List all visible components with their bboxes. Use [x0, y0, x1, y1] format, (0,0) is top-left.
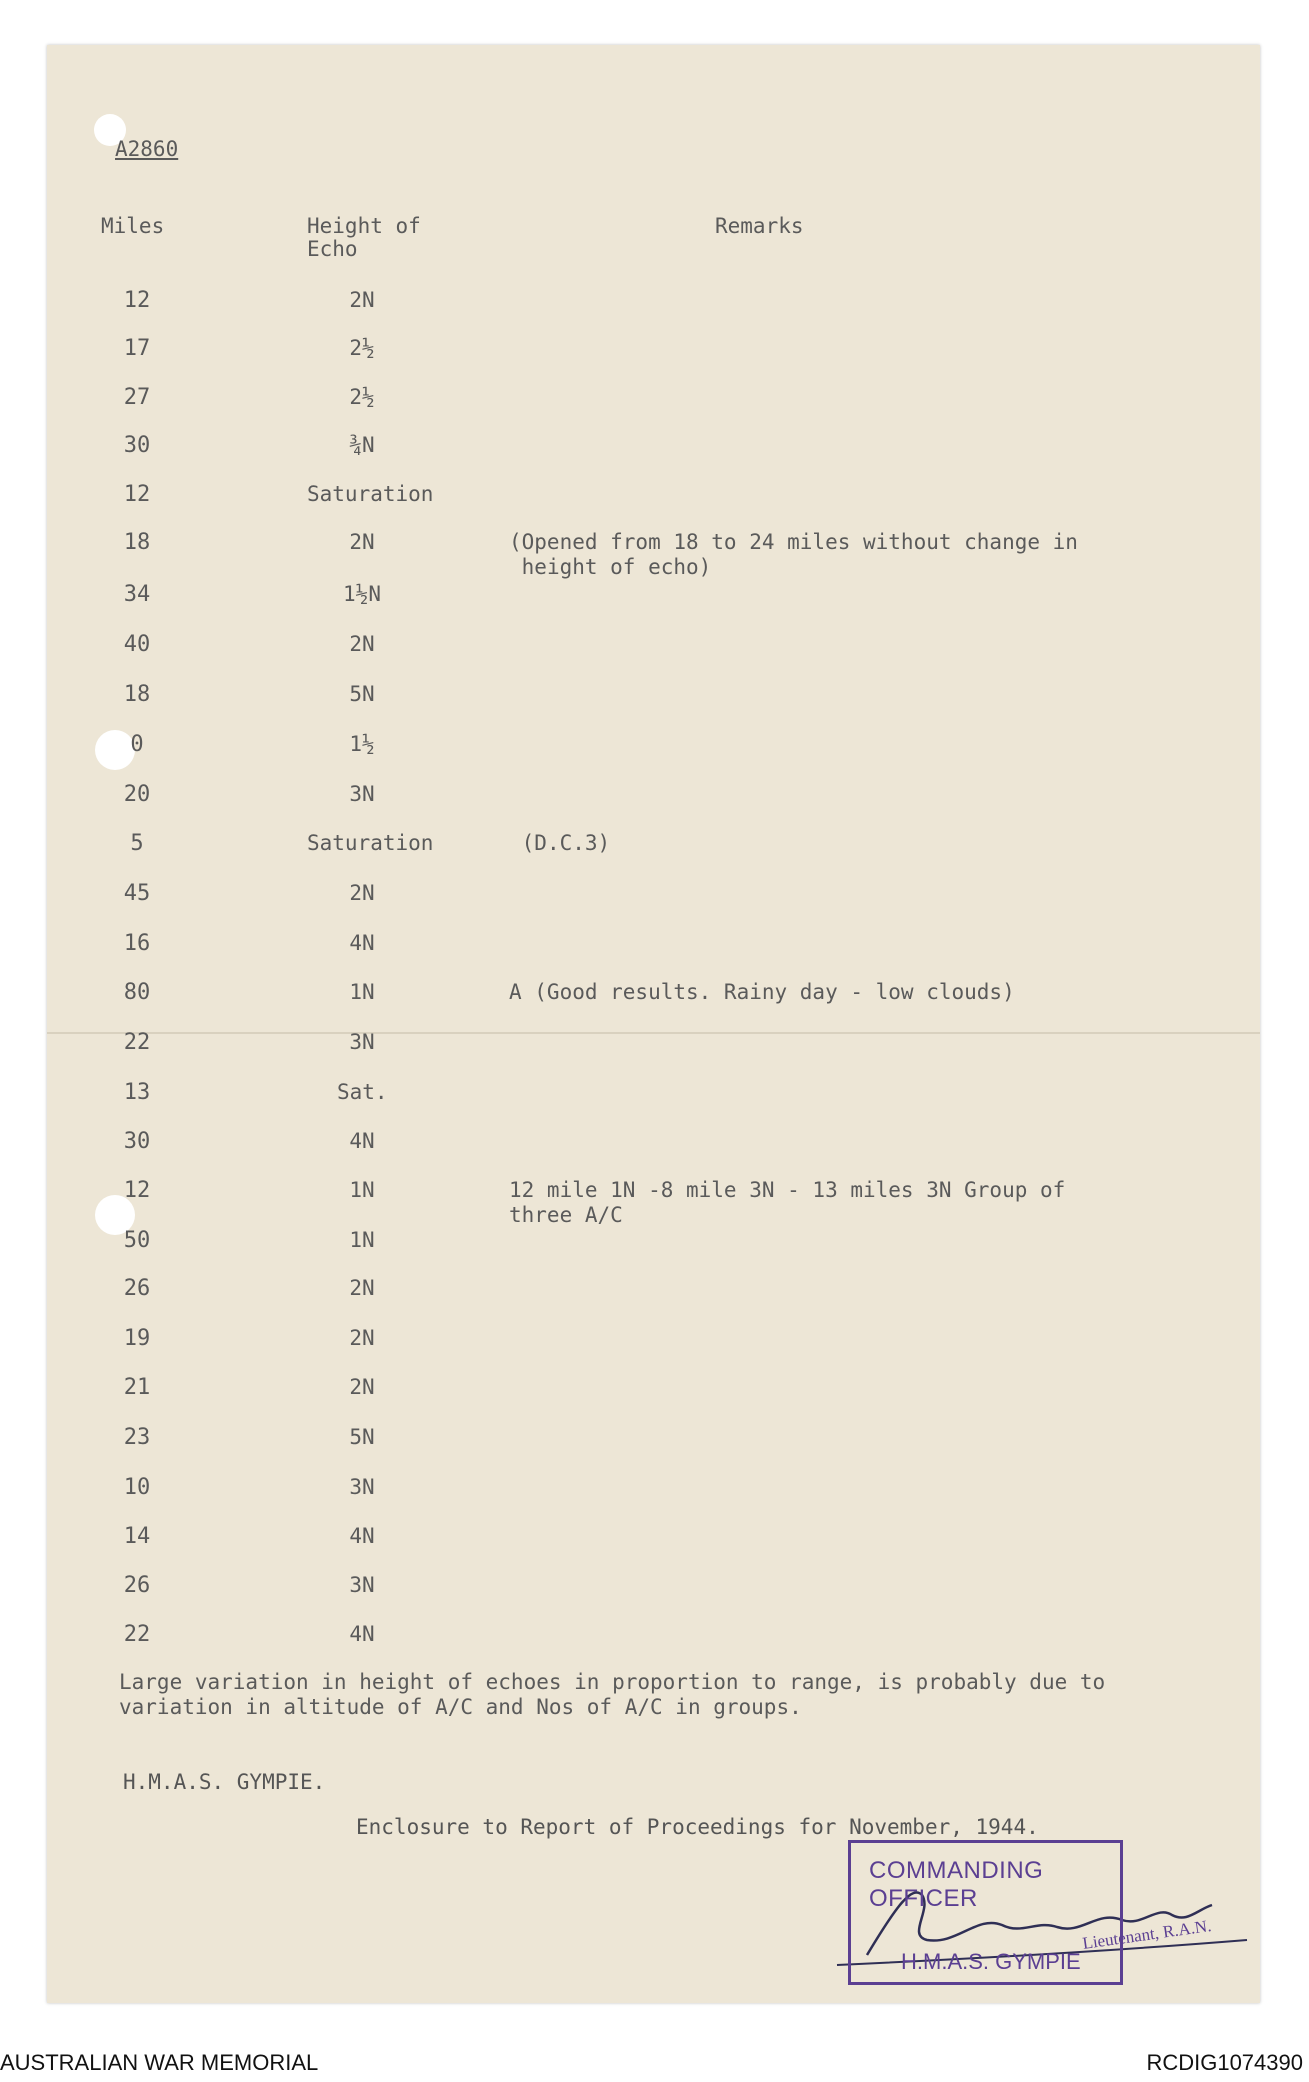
miles-cell: 20 [123, 782, 151, 807]
table-row [47, 1228, 1260, 1258]
height-cell: 4N [349, 1129, 375, 1153]
remarks-cell: (Opened from 18 to 24 miles without change in height of echo) [509, 530, 1078, 579]
height-cell: ¾N [349, 433, 375, 457]
height-cell: 1N [349, 1178, 375, 1202]
height-cell: Saturation [307, 831, 434, 855]
remarks-cell: A (Good results. Rainy day - low clouds) [509, 980, 1015, 1004]
height-cell: 5N [349, 1425, 375, 1449]
height-cell: 4N [349, 931, 375, 955]
miles-cell: 30 [123, 1129, 151, 1154]
miles-cell: 22 [123, 1030, 151, 1055]
height-cell: 2½ [349, 336, 375, 360]
table-row [47, 931, 1260, 961]
miles-cell: 23 [123, 1425, 151, 1450]
table-row [47, 385, 1260, 415]
header-height-of-echo: Height of Echo [307, 214, 421, 261]
table-row [47, 582, 1260, 612]
miles-cell: 50 [123, 1228, 151, 1253]
miles-cell: 80 [123, 980, 151, 1005]
table-row [47, 1425, 1260, 1455]
height-cell: 3N [349, 782, 375, 806]
remarks-cell: (D.C.3) [509, 831, 611, 855]
document-page [47, 45, 1260, 2003]
height-cell: 1N [349, 980, 375, 1004]
stamp-line-2: H.M.A.S. GYMPIE [901, 1949, 1081, 1974]
miles-cell: 26 [123, 1573, 151, 1598]
height-cell: 3N [349, 1475, 375, 1499]
miles-cell: 17 [123, 336, 151, 361]
height-cell: 2N [349, 1375, 375, 1399]
height-cell: 2N [349, 530, 375, 554]
miles-cell: 5 [130, 831, 144, 856]
table-row [47, 1573, 1260, 1603]
miles-cell: 30 [123, 433, 151, 458]
miles-cell: 12 [123, 288, 151, 313]
signature-rank: Lieutenant, R.A.N. [1081, 1916, 1213, 1953]
table-row [47, 831, 1260, 861]
miles-cell: 12 [123, 482, 151, 507]
height-cell: Saturation [307, 482, 434, 506]
table-row [47, 288, 1260, 318]
miles-cell: 21 [123, 1375, 151, 1400]
miles-cell: 16 [123, 931, 151, 956]
table-row [47, 782, 1260, 812]
miles-cell: 34 [123, 582, 151, 607]
document-reference: A2860 [115, 137, 179, 161]
table-row [47, 482, 1260, 512]
footer-institution: AUSTRALIAN WAR MEMORIAL [0, 2050, 319, 2075]
miles-cell: 10 [123, 1475, 151, 1500]
miles-cell: 18 [123, 530, 151, 555]
miles-cell: 12 [123, 1178, 151, 1203]
table-row [47, 1080, 1260, 1110]
header-miles: Miles [101, 214, 165, 238]
table-row [47, 980, 1260, 1010]
miles-cell: 13 [123, 1080, 151, 1105]
height-cell: 4N [349, 1622, 375, 1646]
height-cell: 3N [349, 1573, 375, 1597]
table-row [47, 732, 1260, 762]
table-row [47, 1178, 1260, 1227]
table-row [47, 881, 1260, 911]
miles-cell: 45 [123, 881, 151, 906]
table-row [47, 1475, 1260, 1505]
miles-cell: 26 [123, 1276, 151, 1301]
stamp-line-1: COMMANDING OFFICER [869, 1857, 1044, 1912]
table-row [47, 433, 1260, 463]
table-row [47, 336, 1260, 366]
height-cell: 4N [349, 1524, 375, 1548]
height-cell: 1½N [343, 582, 381, 606]
header-remarks: Remarks [715, 214, 804, 238]
footnote: Large variation in height of echoes in proportion to range, is probably due to variation in altitude of A/C and Nos of A/C in groups. [119, 1670, 1106, 1719]
height-cell: 2½ [349, 385, 375, 409]
enclosure-line: Enclosure to Report of Proceedings for November, 1944. [356, 1815, 1039, 1839]
table-row [47, 530, 1260, 579]
miles-cell: 14 [123, 1524, 151, 1549]
table-row [47, 1375, 1260, 1405]
height-cell: 2N [349, 881, 375, 905]
table-row [47, 1326, 1260, 1356]
height-cell: 2N [349, 288, 375, 312]
footer-catalog-id: RCDIG1074390 [1146, 2050, 1303, 2075]
miles-cell: 0 [130, 732, 144, 757]
ship-name: H.M.A.S. GYMPIE. [123, 1770, 326, 1794]
miles-cell: 19 [123, 1326, 151, 1351]
table-row [47, 1030, 1260, 1060]
table-row [47, 1524, 1260, 1554]
remarks-cell: 12 mile 1N -8 mile 3N - 13 miles 3N Group of three A/C [509, 1178, 1066, 1227]
height-cell: 3N [349, 1030, 375, 1054]
height-cell: 2N [349, 1276, 375, 1300]
height-cell: Sat. [337, 1080, 388, 1104]
table-row [47, 1276, 1260, 1306]
miles-cell: 27 [123, 385, 151, 410]
miles-cell: 40 [123, 632, 151, 657]
miles-cell: 22 [123, 1622, 151, 1647]
table-row [47, 632, 1260, 662]
table-row [47, 1129, 1260, 1159]
table-row [47, 1622, 1260, 1652]
height-cell: 1N [349, 1228, 375, 1252]
commanding-officer-stamp [848, 1840, 1123, 1985]
table-row [47, 682, 1260, 712]
height-cell: 2N [349, 1326, 375, 1350]
height-cell: 5N [349, 682, 375, 706]
height-cell: 1½ [349, 732, 375, 756]
miles-cell: 18 [123, 682, 151, 707]
height-cell: 2N [349, 632, 375, 656]
